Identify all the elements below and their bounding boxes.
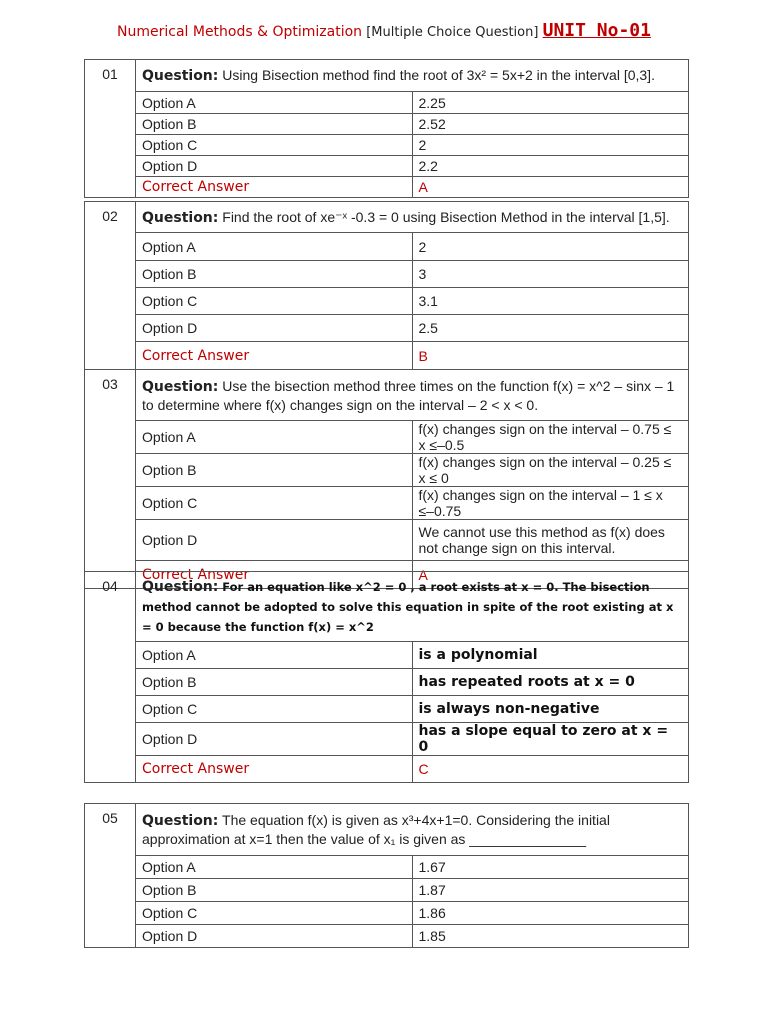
- question-number: 05: [85, 804, 136, 948]
- question-block-02: [84, 201, 689, 370]
- question-block-05: [84, 803, 689, 948]
- option-b-label: Option B: [136, 114, 413, 135]
- correct-answer-value: B: [412, 342, 689, 370]
- question-block-03: [84, 369, 689, 589]
- option-b-value: 1.87: [412, 879, 689, 902]
- option-a-value: is a polynomial: [412, 642, 689, 669]
- option-b-value: 2.52: [412, 114, 689, 135]
- unit-title: UNIT No-01: [542, 20, 651, 41]
- option-b-value: has repeated roots at x = 0: [412, 669, 689, 696]
- question-body: Find the root of xe⁻ˣ -0.3 = 0 using Bisection Method in the interval [1,5].: [222, 208, 670, 225]
- option-c-value: 2: [412, 135, 689, 156]
- question-text: [136, 202, 689, 233]
- option-a-value: f(x) changes sign on the interval – 0.75 ≤ x ≤–0.5: [412, 421, 689, 454]
- option-c-label: Option C: [136, 487, 413, 520]
- option-a-label: Option A: [136, 856, 413, 879]
- option-d-value: We cannot use this method as f(x) does not change sign on this interval.: [412, 520, 689, 561]
- question-number: 01: [85, 60, 136, 198]
- question-body: Use the bisection method three times on the function f(x) = x^2 – sinx – 1 to determine where f(x) changes sign on the interval – 2 < x < 0.: [142, 377, 675, 413]
- question-type: [Multiple Choice Question]: [366, 25, 539, 40]
- question-number: 02: [85, 202, 136, 370]
- option-c-label: Option C: [136, 288, 413, 315]
- option-a-value: 1.67: [412, 856, 689, 879]
- question-number: 03: [85, 370, 136, 589]
- option-a-value: 2.25: [412, 92, 689, 114]
- question-block-04: [84, 571, 689, 783]
- question-number: 04: [85, 572, 136, 783]
- option-d-label: Option D: [136, 520, 413, 561]
- correct-answer-label: Correct Answer: [136, 177, 413, 198]
- question-body: For an equation like x^2 = 0 , a root exists at x = 0. The bisection method cannot be adopted to solve this equation in spite of the root existing at x = 0 because the function f(x) = x^2: [142, 579, 674, 634]
- correct-answer-label: Correct Answer: [136, 561, 413, 589]
- correct-answer-label: Correct Answer: [136, 342, 413, 370]
- option-c-label: Option C: [136, 135, 413, 156]
- question-text: [136, 572, 689, 642]
- option-d-value: has a slope equal to zero at x = 0: [412, 723, 689, 756]
- option-c-value: 1.86: [412, 902, 689, 925]
- option-a-value: 2: [412, 233, 689, 261]
- question-label: Question:: [142, 68, 219, 84]
- option-a-label: Option A: [136, 642, 413, 669]
- question-label: Question:: [142, 578, 219, 595]
- question-body: Using Bisection method find the root of 3x² = 5x+2 in the interval [0,3].: [222, 67, 655, 83]
- option-b-value: f(x) changes sign on the interval – 0.25 ≤ x ≤ 0: [412, 454, 689, 487]
- option-c-value: 3.1: [412, 288, 689, 315]
- option-d-label: Option D: [136, 925, 413, 948]
- option-d-label: Option D: [136, 156, 413, 177]
- correct-answer-value: A: [412, 561, 689, 589]
- option-b-label: Option B: [136, 261, 413, 288]
- question-text: [136, 370, 689, 421]
- correct-answer-value: A: [412, 177, 689, 198]
- question-label: Question:: [142, 813, 219, 829]
- question-text: [136, 804, 689, 856]
- option-a-label: Option A: [136, 421, 413, 454]
- question-label: Question:: [142, 209, 219, 226]
- question-label: Question:: [142, 378, 219, 395]
- correct-answer-value: C: [412, 756, 689, 783]
- option-a-label: Option A: [136, 233, 413, 261]
- option-d-value: 2.2: [412, 156, 689, 177]
- option-c-value: is always non-negative: [412, 696, 689, 723]
- correct-answer-label: Correct Answer: [136, 756, 413, 783]
- option-b-value: 3: [412, 261, 689, 288]
- question-text: [136, 60, 689, 92]
- page-header: [0, 20, 768, 41]
- option-b-label: Option B: [136, 669, 413, 696]
- option-d-value: 2.5: [412, 315, 689, 342]
- option-c-label: Option C: [136, 902, 413, 925]
- subject-title: Numerical Methods & Optimization: [117, 24, 363, 40]
- option-d-value: 1.85: [412, 925, 689, 948]
- option-d-label: Option D: [136, 723, 413, 756]
- option-a-label: Option A: [136, 92, 413, 114]
- question-block-01: [84, 59, 689, 198]
- option-c-value: f(x) changes sign on the interval – 1 ≤ x ≤–0.75: [412, 487, 689, 520]
- option-d-label: Option D: [136, 315, 413, 342]
- option-c-label: Option C: [136, 696, 413, 723]
- option-b-label: Option B: [136, 454, 413, 487]
- option-b-label: Option B: [136, 879, 413, 902]
- question-body: The equation f(x) is given as x³+4x+1=0. Considering the initial approximation at x=1 then the value of x₁ is given as _______________: [142, 812, 610, 847]
